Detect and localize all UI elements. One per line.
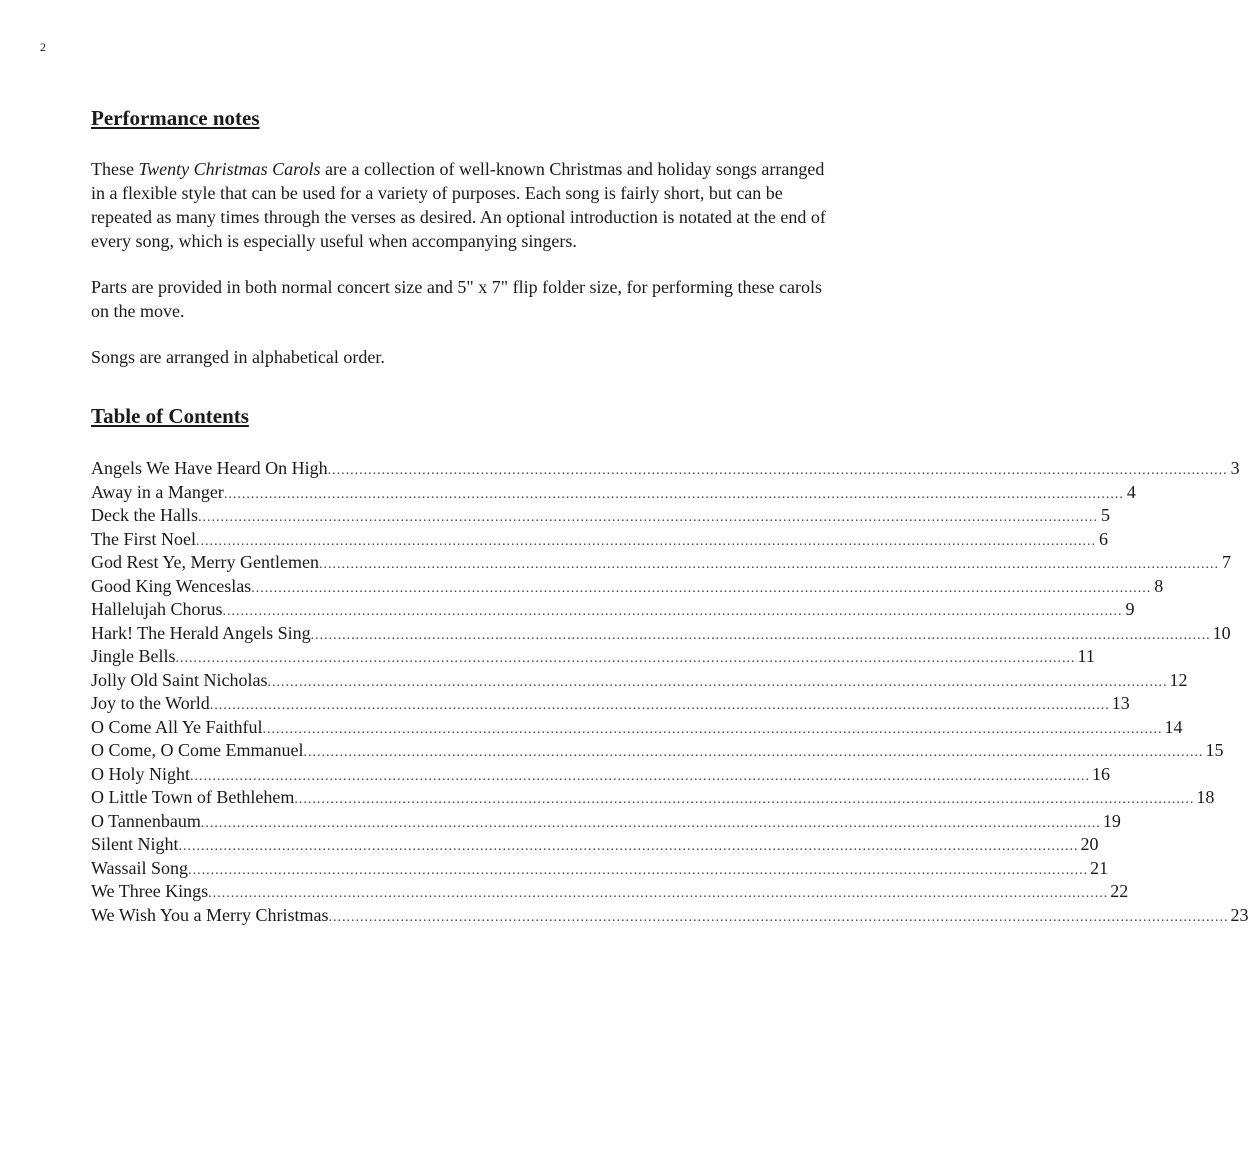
toc-leader-dots: ........................................................................................................................................................................................................ [267,674,1168,690]
notes-paragraph-1 [91,157,831,253]
toc-entry [91,551,1231,575]
toc-entry-page: 16 [1092,763,1110,784]
toc-entry-title: O Tannenbaum [91,810,201,831]
toc-entry [91,457,1240,481]
toc-entry [91,645,1095,669]
toc-entry-title: O Little Town of Bethlehem [91,787,295,807]
toc-entry [91,669,1188,693]
toc-leader-dots: ........................................................................................................................................................................................................ [209,698,1110,713]
toc-leader-dots: ........................................................................................................................................................................................................ [328,909,1229,925]
toc-entry-page: 10 [1212,622,1231,643]
toc-entry-page: 20 [1080,834,1099,854]
toc-entry [91,575,1164,599]
toc-entry [91,692,1130,716]
toc-leader-dots: ........................................................................................................................................................................................................ [303,745,1204,760]
toc-entry-title: Hallelujah Chorus [91,599,223,619]
performance-notes-heading: Performance notes [91,106,260,130]
toc-entry-page: 19 [1102,810,1121,831]
notes-paragraph-1-start: These [91,159,139,179]
toc-leader-dots: ........................................................................................................................................................................................................ [188,862,1089,878]
toc-entry-page: 6 [1099,528,1108,549]
toc-entry-title: Jolly Old Saint Nicholas [91,669,268,690]
toc-entry-title: Silent Night [91,834,179,854]
toc-entry [91,481,1136,505]
toc-leader-dots: ........................................................................................................................................................................................................ [197,510,1098,525]
toc-entry [91,528,1108,552]
toc-entry-page: 3 [1230,458,1240,478]
toc-entry-page: 21 [1090,857,1109,878]
toc-entry-page: 9 [1125,599,1135,619]
toc-leader-dots: ........................................................................................................................................................................................................ [222,604,1123,619]
page-number: 2 [40,40,46,54]
toc-entry [91,598,1135,622]
toc-entry [91,904,1249,928]
toc-leader-dots: ........................................................................................................................................................................................................ [223,486,1124,502]
toc-entry [91,880,1129,904]
toc-leader-dots: ........................................................................................................................................................................................................ [200,815,1101,831]
toc-entry-page: 23 [1230,904,1249,925]
toc-entry-page: 4 [1126,481,1136,502]
toc-entry [91,763,1110,787]
toc-entry-page: 12 [1169,669,1188,690]
book-title: Twenty Christmas Carols [138,159,321,179]
toc-entry [91,810,1121,834]
toc-leader-dots: ........................................................................................................................................................................................................ [327,463,1228,478]
toc-leader-dots: ........................................................................................................................................................................................................ [196,533,1096,549]
toc-leader-dots: ........................................................................................................................................................................................................ [318,557,1219,572]
toc-entry-page: 5 [1100,505,1110,525]
document-body [91,103,1249,927]
toc-entry-title: We Wish You a Merry Christmas [91,904,329,925]
toc-entry [91,716,1183,740]
toc-entry-page: 7 [1221,552,1231,572]
toc-entry-page: 15 [1205,740,1224,760]
toc-leader-dots: ........................................................................................................................................................................................................ [251,580,1152,596]
toc-entry-title: O Come All Ye Faithful [91,716,263,737]
table-of-contents [91,457,1249,927]
toc-entry-title: Good King Wenceslas [91,575,252,596]
toc-entry-title: Jingle Bells [91,646,176,666]
notes-paragraph-3: Songs are arranged in alphabetical order. [91,347,385,367]
toc-entry [91,622,1231,646]
toc-leader-dots: ........................................................................................................................................................................................................ [178,839,1079,854]
toc-entry [91,504,1110,528]
toc-entry-title: O Come, O Come Emmanuel [91,740,304,760]
toc-leader-dots: ........................................................................................................................................................................................................ [208,886,1109,901]
toc-leader-dots: ........................................................................................................................................................................................................ [262,721,1163,737]
toc-entry-title: O Holy Night [91,763,190,784]
toc-leader-dots: ........................................................................................................................................................................................................ [294,792,1195,807]
toc-entry-title: Angels We Have Heard On High [91,458,328,478]
toc-entry-title: Wassail Song [91,857,189,878]
toc-leader-dots: ........................................................................................................................................................................................................ [310,627,1211,643]
toc-leader-dots: ........................................................................................................................................................................................................ [175,651,1076,666]
toc-entry-title: Away in a Manger [91,481,224,502]
toc-entry-page: 11 [1077,646,1095,666]
toc-entry-page: 18 [1196,787,1215,807]
toc-entry-page: 8 [1154,575,1164,596]
toc-leader-dots: ........................................................................................................................................................................................................ [190,768,1090,784]
toc-entry-page: 13 [1111,693,1130,713]
toc-entry-page: 14 [1164,716,1183,737]
toc-entry-title: The First Noel [91,528,196,549]
toc-entry [91,833,1099,857]
toc-entry-title: Hark! The Herald Angels Sing [91,622,311,643]
toc-entry-title: Deck the Halls [91,505,198,525]
toc-entry-title: Joy to the World [91,693,210,713]
toc-entry-page: 22 [1110,881,1129,901]
toc-entry [91,857,1109,881]
toc-entry-title: God Rest Ye, Merry Gentlemen [91,552,319,572]
toc-entry [91,786,1215,810]
notes-paragraph-1-rest: are a collection of well-known Christmas and holiday songs arranged in a flexible style that can be used for a variety of purposes. Each song is fairly short, but can be repeated as many times through the verses as desired. An optional introduction is notated at the end of every song, which is especially useful when accompanying singers. [91,159,826,251]
toc-entry-title: We Three Kings [91,881,209,901]
notes-paragraph-2: Parts are provided in both normal concert size and 5" x 7" flip folder size, for performing these carols on the move. [91,277,822,321]
toc-heading: Table of Contents [91,404,249,428]
toc-entry [91,739,1224,763]
performance-notes [91,157,831,369]
